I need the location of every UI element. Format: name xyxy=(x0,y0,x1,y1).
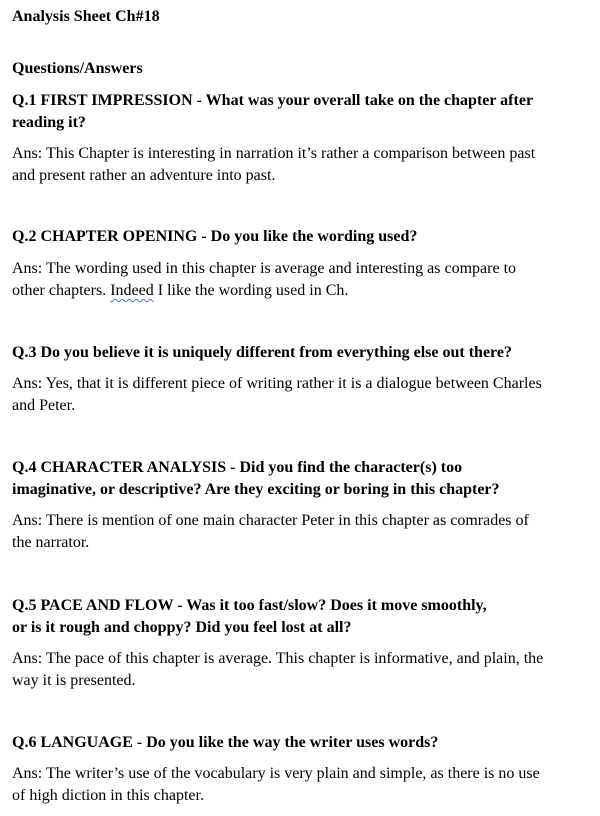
answer-1-line-1: Ans: This Chapter is interesting in narration it’s rather a comparison between past xyxy=(12,145,536,162)
answer-3-line-2: and Peter. xyxy=(12,397,76,414)
answer-5-line-2: way it is presented. xyxy=(12,672,136,689)
question-4-line-2: imaginative, or descriptive? Are they exciting or boring in this chapter? xyxy=(12,481,500,498)
question-5-line-2: or is it rough and choppy? Did you feel lost at all? xyxy=(12,619,352,636)
question-5-line-1: Q.5 PACE AND FLOW - Was it too fast/slow? Does it move smoothly, xyxy=(12,597,487,614)
question-6-line-1: Q.6 LANGUAGE - Do you like the way the writer uses words? xyxy=(12,734,439,751)
answer-2-line-1: Ans: The wording used in this chapter is average and interesting as compare to xyxy=(12,260,517,277)
answer-6-line-1: Ans: The writer’s use of the vocabulary is very plain and simple, as there is no use xyxy=(12,765,540,782)
question-3-line-1: Q.3 Do you believe it is uniquely different from everything else out there? xyxy=(12,344,512,361)
question-1-line-1: Q.1 FIRST IMPRESSION - What was your overall take on the chapter after xyxy=(12,92,534,109)
answer-2-text-start: other chapters. xyxy=(12,282,111,299)
answer-6-line-2: of high diction in this chapter. xyxy=(12,787,204,804)
answer-2-text-end: I like the wording used in Ch. xyxy=(153,282,349,299)
answer-1-line-2: and present rather an adventure into past. xyxy=(12,167,276,184)
answer-4-line-2: the narrator. xyxy=(12,534,90,551)
section-heading: Questions/Answers xyxy=(12,60,143,77)
answer-2-line-2 xyxy=(12,280,348,302)
answer-3-line-1: Ans: Yes, that it is different piece of writing rather it is a dialogue between Charles xyxy=(12,375,542,392)
answer-4-line-1: Ans: There is mention of one main character Peter in this chapter as comrades of xyxy=(12,512,529,529)
spellcheck-flagged-word[interactable]: Indeed xyxy=(110,282,154,299)
question-1-line-2: reading it? xyxy=(12,114,86,131)
document-title: Analysis Sheet Ch#18 xyxy=(12,8,160,25)
question-2-line-1: Q.2 CHAPTER OPENING - Do you like the wording used? xyxy=(12,228,418,245)
answer-5-line-1: Ans: The pace of this chapter is average. This chapter is informative, and plain, the xyxy=(12,650,544,667)
question-4-line-1: Q.4 CHARACTER ANALYSIS - Did you find the character(s) too xyxy=(12,459,463,476)
